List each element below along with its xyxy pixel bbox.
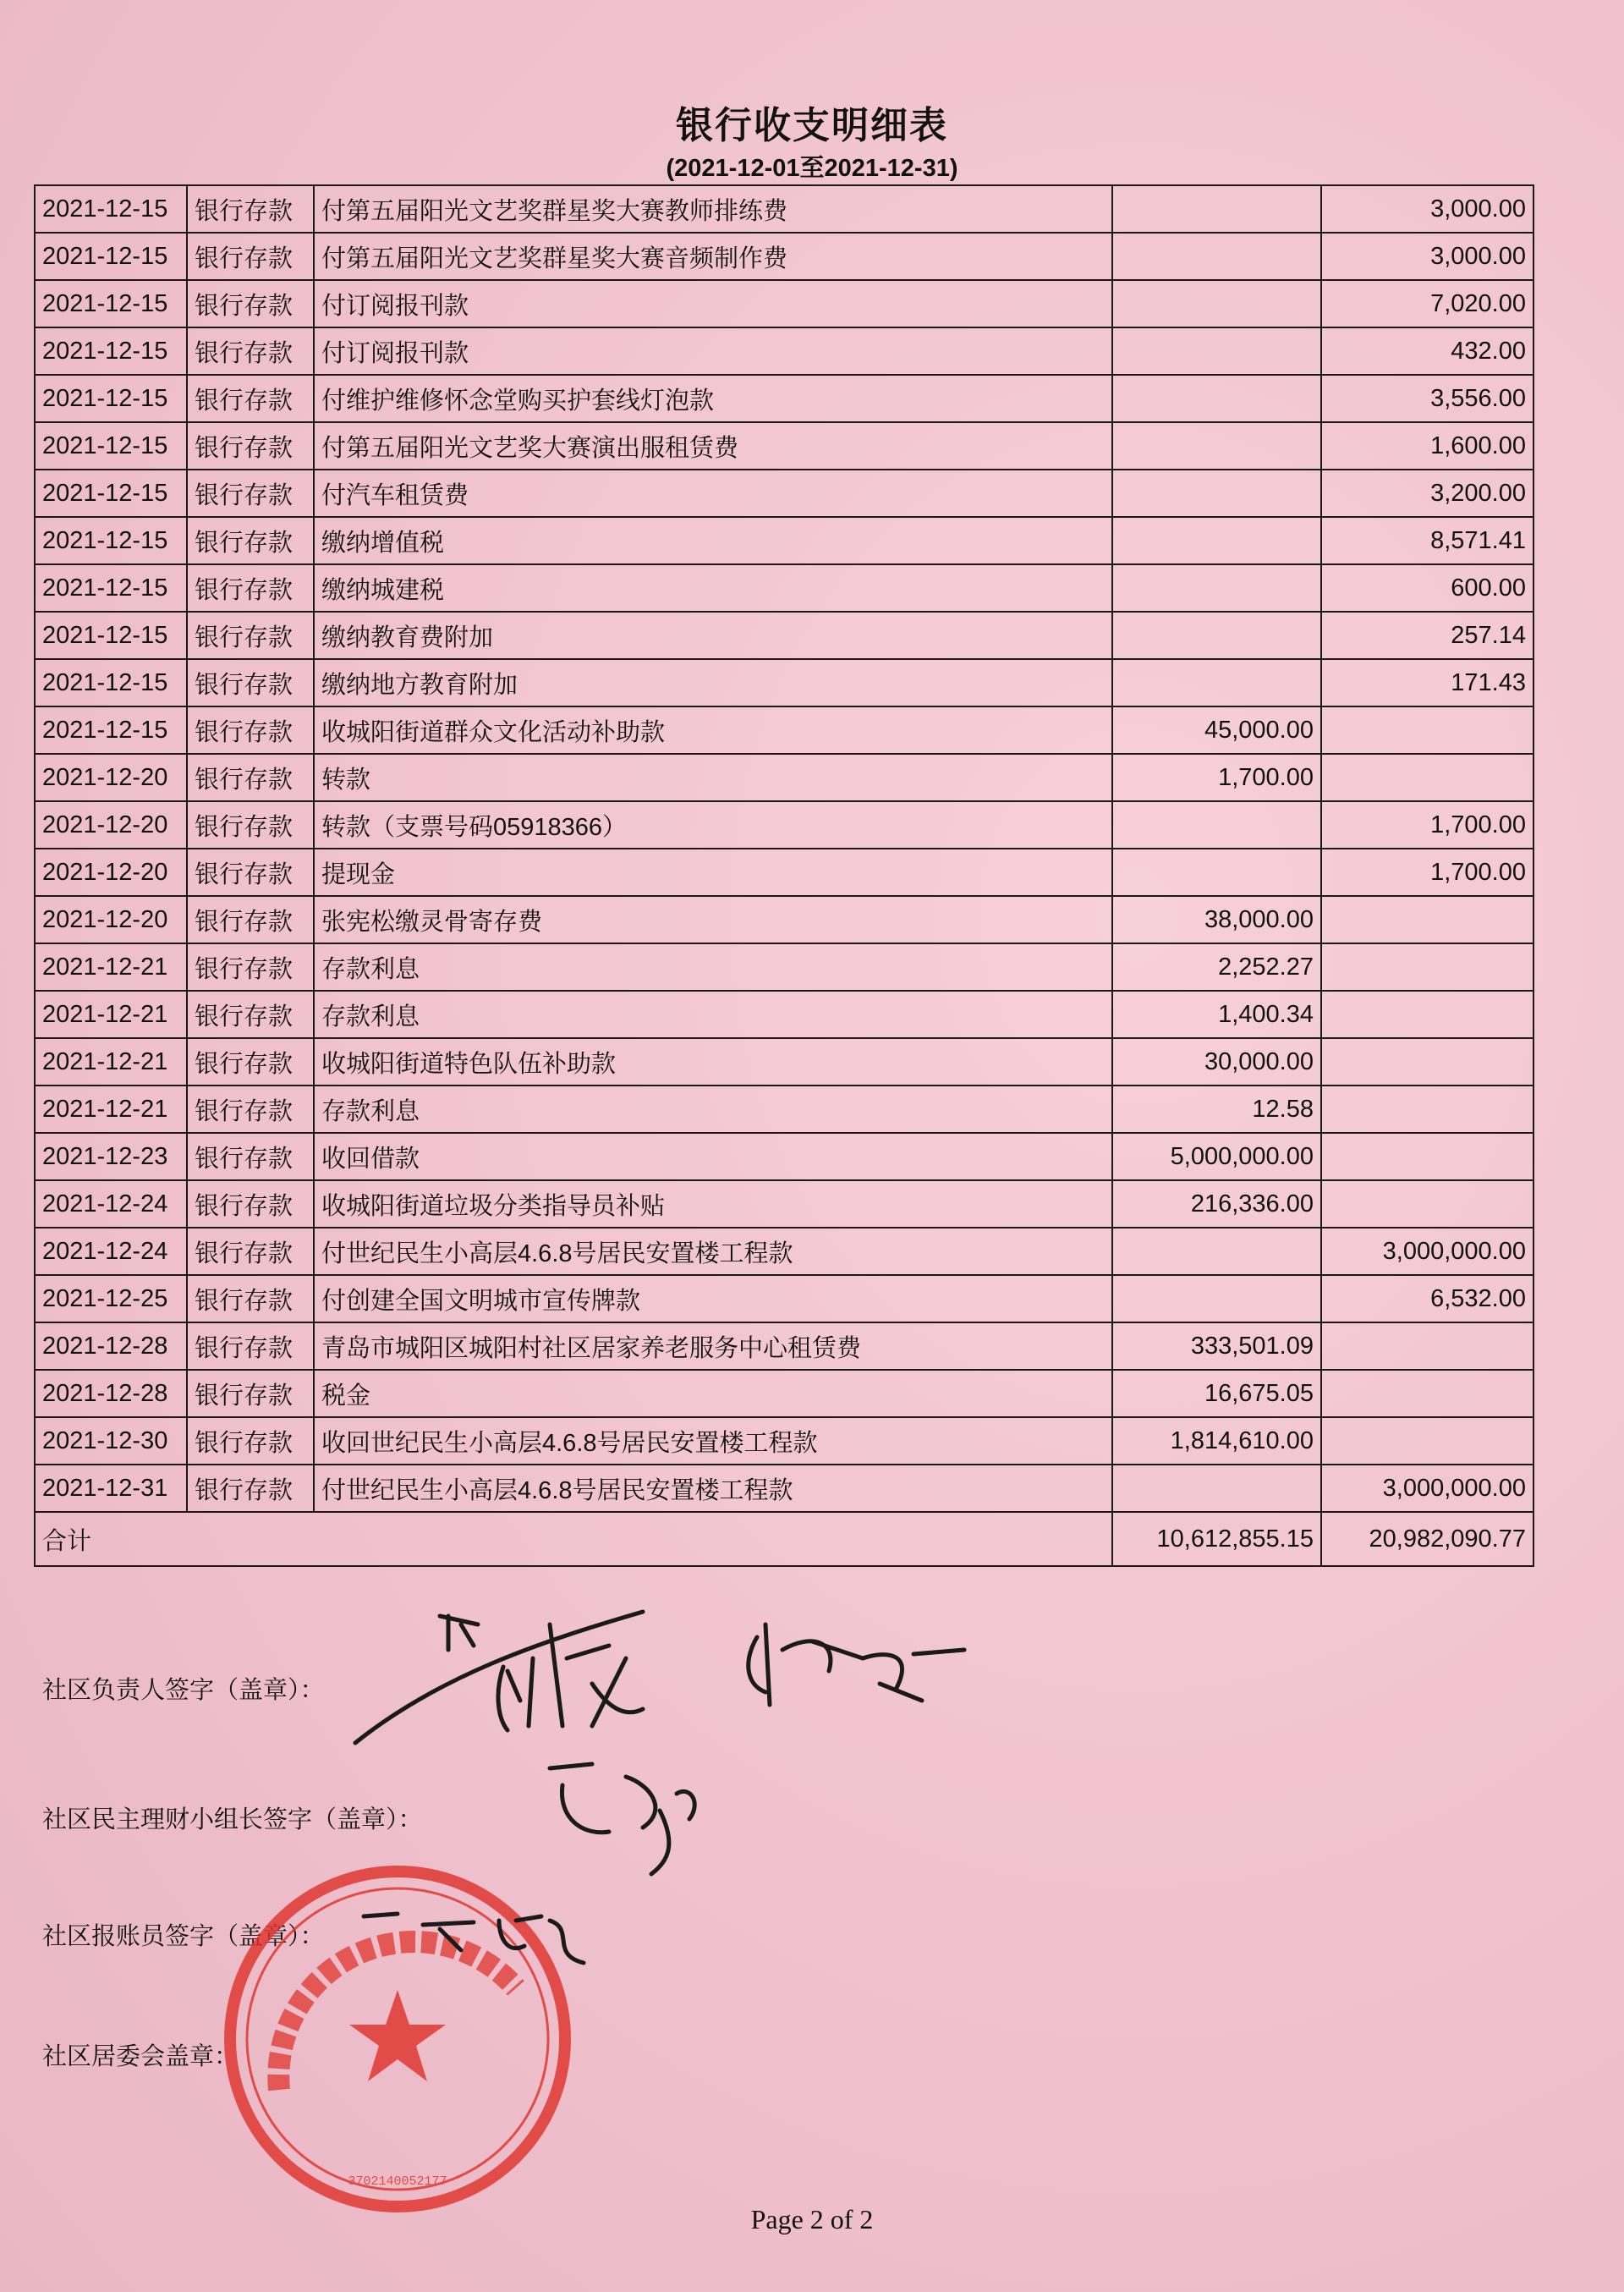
income-cell: 30,000.00 (1112, 1038, 1321, 1086)
income-cell: 1,400.34 (1112, 991, 1321, 1038)
account-cell: 银行存款 (187, 801, 314, 849)
date-cell: 2021-12-15 (35, 327, 187, 375)
income-cell: 216,336.00 (1112, 1180, 1321, 1228)
date-cell: 2021-12-21 (35, 1038, 187, 1086)
account-cell: 银行存款 (187, 706, 314, 754)
account-cell: 银行存款 (187, 185, 314, 233)
date-cell: 2021-12-20 (35, 849, 187, 896)
income-cell: 45,000.00 (1112, 706, 1321, 754)
description-cell: 转款（支票号码05918366） (314, 801, 1112, 849)
description-cell: 青岛市城阳区城阳村社区居家养老服务中心租赁费 (314, 1322, 1112, 1370)
finance-group-signature-label: 社区民主理财小组长签字（盖章）： (42, 1806, 423, 1833)
total-label: 合计 (35, 1512, 1112, 1566)
description-cell: 付第五届阳光文艺奖群星奖大赛教师排练费 (314, 185, 1112, 233)
expense-cell: 171.43 (1321, 659, 1533, 706)
description-cell: 张宪松缴灵骨寄存费 (314, 896, 1112, 943)
income-cell: 12.58 (1112, 1086, 1321, 1133)
account-cell: 银行存款 (187, 233, 314, 280)
date-cell: 2021-12-20 (35, 896, 187, 943)
date-cell: 2021-12-15 (35, 375, 187, 422)
account-cell: 银行存款 (187, 422, 314, 470)
account-cell: 银行存款 (187, 517, 314, 564)
date-cell: 2021-12-28 (35, 1322, 187, 1370)
income-cell: 38,000.00 (1112, 896, 1321, 943)
description-cell: 收城阳街道群众文化活动补助款 (314, 706, 1112, 754)
account-cell: 银行存款 (187, 1370, 314, 1417)
description-cell: 税金 (314, 1370, 1112, 1417)
expense-cell: 7,020.00 (1321, 280, 1533, 327)
income-cell: 2,252.27 (1112, 943, 1321, 991)
expense-cell: 3,000,000.00 (1321, 1465, 1533, 1512)
account-cell: 银行存款 (187, 564, 314, 612)
account-cell: 银行存款 (187, 1322, 314, 1370)
description-cell: 付世纪民生小高层4.6.8号居民安置楼工程款 (314, 1228, 1112, 1275)
page-number: Page 2 of 2 (750, 2204, 874, 2234)
description-cell: 缴纳地方教育附加 (314, 659, 1112, 706)
account-cell: 银行存款 (187, 375, 314, 422)
description-cell: 付创建全国文明城市宣传牌款 (314, 1275, 1112, 1322)
date-cell: 2021-12-20 (35, 754, 187, 801)
description-cell: 缴纳城建税 (314, 564, 1112, 612)
expense-cell: 3,200.00 (1321, 470, 1533, 517)
account-cell: 银行存款 (187, 754, 314, 801)
total-expense-cell: 20,982,090.77 (1321, 1512, 1533, 1566)
date-cell: 2021-12-21 (35, 943, 187, 991)
expense-cell: 8,571.41 (1321, 517, 1533, 564)
date-cell: 2021-12-15 (35, 280, 187, 327)
account-cell: 银行存款 (187, 612, 314, 659)
date-cell: 2021-12-15 (35, 517, 187, 564)
account-cell: 银行存款 (187, 1133, 314, 1180)
document-period: (2021-12-01至2021-12-31) (666, 155, 958, 182)
account-cell: 银行存款 (187, 1465, 314, 1512)
document-title: 银行收支明细表 (676, 105, 948, 146)
date-cell: 2021-12-15 (35, 422, 187, 470)
income-cell: 16,675.05 (1112, 1370, 1321, 1417)
date-cell: 2021-12-20 (35, 801, 187, 849)
leader-signature-label: 社区负责人签字（盖章）： (42, 1677, 325, 1704)
date-cell: 2021-12-15 (35, 185, 187, 233)
account-cell: 银行存款 (187, 896, 314, 943)
stamp-number: 3702140052177 (348, 2174, 447, 2189)
description-cell: 收回借款 (314, 1133, 1112, 1180)
account-cell: 银行存款 (187, 280, 314, 327)
date-cell: 2021-12-30 (35, 1417, 187, 1465)
expense-cell: 6,532.00 (1321, 1275, 1533, 1322)
description-cell: 提现金 (314, 849, 1112, 896)
description-cell: 存款利息 (314, 991, 1112, 1038)
account-cell: 银行存款 (187, 327, 314, 375)
account-cell: 银行存款 (187, 1086, 314, 1133)
description-cell: 收城阳街道垃圾分类指导员补贴 (314, 1180, 1112, 1228)
committee-stamp-label: 社区居委会盖章： (42, 2043, 239, 2070)
date-cell: 2021-12-15 (35, 706, 187, 754)
income-cell: 333,501.09 (1112, 1322, 1321, 1370)
description-cell: 付第五届阳光文艺奖大赛演出服租赁费 (314, 422, 1112, 470)
account-cell: 银行存款 (187, 991, 314, 1038)
date-cell: 2021-12-24 (35, 1180, 187, 1228)
description-cell: 付第五届阳光文艺奖群星奖大赛音频制作费 (314, 233, 1112, 280)
description-cell: 收城阳街道特色队伍补助款 (314, 1038, 1112, 1086)
account-cell: 银行存款 (187, 1180, 314, 1228)
account-cell: 银行存款 (187, 849, 314, 896)
account-cell: 银行存款 (187, 1417, 314, 1465)
expense-cell: 1,700.00 (1321, 801, 1533, 849)
income-cell: 5,000,000.00 (1112, 1133, 1321, 1180)
stamp-star-icon (349, 1990, 446, 2081)
date-cell: 2021-12-24 (35, 1228, 187, 1275)
date-cell: 2021-12-15 (35, 233, 187, 280)
expense-cell: 600.00 (1321, 564, 1533, 612)
date-cell: 2021-12-15 (35, 659, 187, 706)
total-income-cell: 10,612,855.15 (1112, 1512, 1321, 1566)
description-cell: 付订阅报刊款 (314, 280, 1112, 327)
expense-cell: 432.00 (1321, 327, 1533, 375)
expense-cell: 257.14 (1321, 612, 1533, 659)
handwritten-signatures (355, 1612, 964, 1963)
date-cell: 2021-12-21 (35, 1086, 187, 1133)
description-cell: 存款利息 (314, 1086, 1112, 1133)
description-cell: 收回世纪民生小高层4.6.8号居民安置楼工程款 (314, 1417, 1112, 1465)
date-cell: 2021-12-25 (35, 1275, 187, 1322)
description-cell: 付世纪民生小高层4.6.8号居民安置楼工程款 (314, 1465, 1112, 1512)
date-cell: 2021-12-15 (35, 470, 187, 517)
expense-cell: 3,000.00 (1321, 233, 1533, 280)
description-cell: 转款 (314, 754, 1112, 801)
description-cell: 缴纳增值税 (314, 517, 1112, 564)
account-cell: 银行存款 (187, 943, 314, 991)
date-cell: 2021-12-31 (35, 1465, 187, 1512)
expense-cell: 3,556.00 (1321, 375, 1533, 422)
account-cell: 银行存款 (187, 1228, 314, 1275)
income-cell: 1,700.00 (1112, 754, 1321, 801)
accountant-signature-label: 社区报账员签字（盖章）： (42, 1923, 325, 1950)
account-cell: 银行存款 (187, 659, 314, 706)
income-cell: 1,814,610.00 (1112, 1417, 1321, 1465)
expense-cell: 1,700.00 (1321, 849, 1533, 896)
date-cell: 2021-12-28 (35, 1370, 187, 1417)
date-cell: 2021-12-15 (35, 564, 187, 612)
description-cell: 存款利息 (314, 943, 1112, 991)
description-cell: 付订阅报刊款 (314, 327, 1112, 375)
expense-cell: 3,000,000.00 (1321, 1228, 1533, 1275)
date-cell: 2021-12-23 (35, 1133, 187, 1180)
description-cell: 付维护维修怀念堂购买护套线灯泡款 (314, 375, 1112, 422)
expense-cell: 3,000.00 (1321, 185, 1533, 233)
description-cell: 缴纳教育费附加 (314, 612, 1112, 659)
description-cell: 付汽车租赁费 (314, 470, 1112, 517)
date-cell: 2021-12-15 (35, 612, 187, 659)
date-cell: 2021-12-21 (35, 991, 187, 1038)
expense-cell: 1,600.00 (1321, 422, 1533, 470)
account-cell: 银行存款 (187, 470, 314, 517)
account-cell: 银行存款 (187, 1275, 314, 1322)
account-cell: 银行存款 (187, 1038, 314, 1086)
